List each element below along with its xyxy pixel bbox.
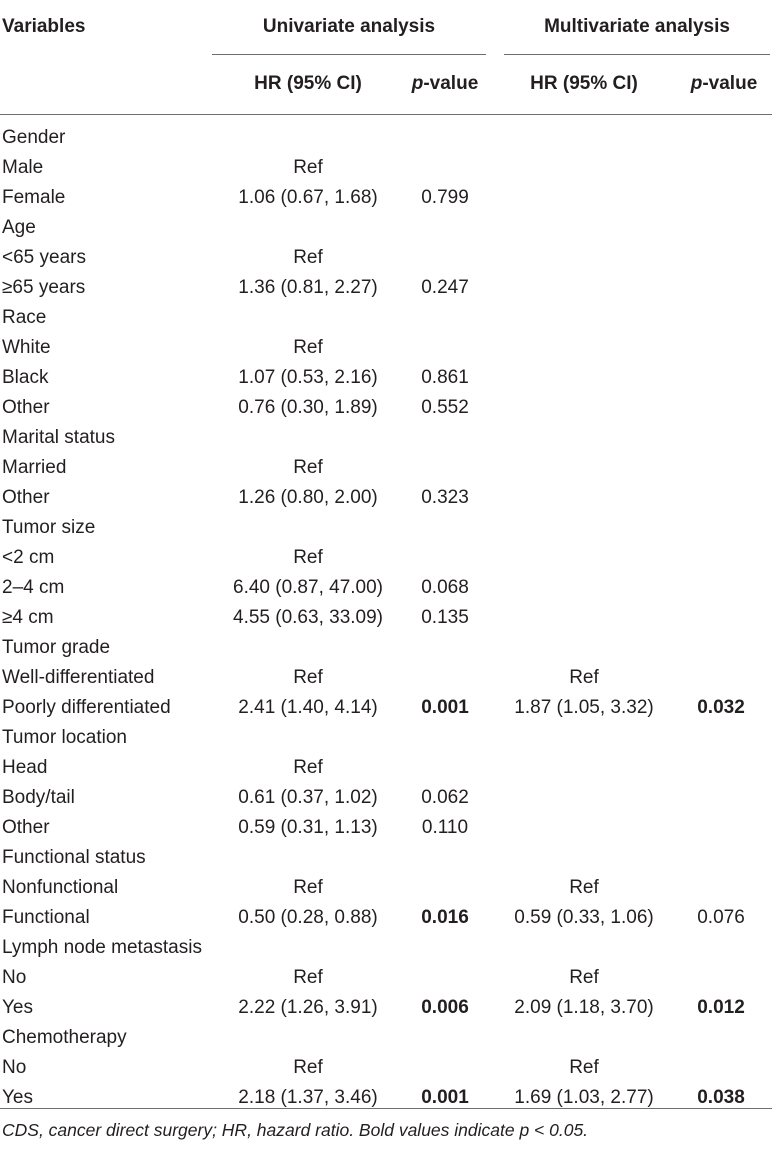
univariate-hr-cell: 1.36 (0.81, 2.27) bbox=[238, 277, 378, 298]
variable-cell: No bbox=[2, 967, 27, 988]
table-row bbox=[0, 993, 772, 1023]
univariate-p-cell: 0.247 bbox=[421, 277, 469, 298]
univariate-hr-cell: Ref bbox=[293, 757, 323, 778]
multivariate-hr-cell: 0.59 (0.33, 1.06) bbox=[514, 907, 654, 928]
header-bottom-rule bbox=[0, 114, 772, 115]
table-row bbox=[0, 363, 772, 393]
table-row bbox=[0, 303, 772, 333]
univariate-hr-cell: Ref bbox=[293, 667, 323, 688]
univariate-hr-cell: 2.41 (1.40, 4.14) bbox=[238, 697, 378, 718]
table-header-column-row bbox=[0, 56, 772, 114]
table-row bbox=[0, 423, 772, 453]
table-row bbox=[0, 153, 772, 183]
table-row bbox=[0, 933, 772, 963]
univariate-p-cell: 0.799 bbox=[421, 187, 469, 208]
variable-cell: Marital status bbox=[2, 427, 115, 448]
variable-cell: Yes bbox=[2, 997, 33, 1018]
variable-cell: Other bbox=[2, 487, 50, 508]
univariate-hr-header: HR (95% CI) bbox=[254, 73, 362, 94]
multivariate-hr-cell: 1.87 (1.05, 3.32) bbox=[514, 697, 654, 718]
table-row bbox=[0, 543, 772, 573]
table-row bbox=[0, 1023, 772, 1053]
variable-cell: Gender bbox=[2, 127, 66, 148]
univariate-hr-cell: 0.76 (0.30, 1.89) bbox=[238, 397, 378, 418]
table-row bbox=[0, 873, 772, 903]
table-row bbox=[0, 183, 772, 213]
variable-cell: Other bbox=[2, 817, 50, 838]
variable-cell: ≥65 years bbox=[2, 277, 86, 298]
univariate-hr-cell: 0.59 (0.31, 1.13) bbox=[238, 817, 378, 838]
univariate-hr-cell: 2.22 (1.26, 3.91) bbox=[238, 997, 378, 1018]
variable-cell: ≥4 cm bbox=[2, 607, 54, 628]
variable-cell: Tumor grade bbox=[2, 637, 111, 658]
univariate-header: Univariate analysis bbox=[262, 16, 436, 37]
univariate-p-cell: 0.552 bbox=[421, 397, 469, 418]
variable-cell: Functional status bbox=[2, 847, 146, 868]
variable-cell: Tumor size bbox=[2, 517, 96, 538]
table-row bbox=[0, 603, 772, 633]
variable-cell: Head bbox=[2, 757, 48, 778]
univariate-p-cell: 0.861 bbox=[421, 367, 469, 388]
variable-cell: Other bbox=[2, 397, 50, 418]
table-row bbox=[0, 723, 772, 753]
table-row bbox=[0, 1053, 772, 1083]
univariate-hr-cell: 2.18 (1.37, 3.46) bbox=[238, 1087, 378, 1108]
table-row bbox=[0, 813, 772, 843]
table-bottom-rule bbox=[0, 1108, 772, 1109]
variable-cell: Chemotherapy bbox=[2, 1027, 127, 1048]
p-italic: p bbox=[690, 73, 703, 94]
univariate-p-cell: 0.006 bbox=[421, 997, 469, 1018]
variable-cell: <65 years bbox=[2, 247, 86, 268]
univariate-p-cell: 0.068 bbox=[421, 577, 469, 598]
univariate-hr-cell: Ref bbox=[293, 967, 323, 988]
multivariate-p-cell: 0.076 bbox=[697, 907, 745, 928]
table-row bbox=[0, 393, 772, 423]
variables-header: Variables bbox=[2, 16, 86, 37]
univariate-hr-cell: 1.26 (0.80, 2.00) bbox=[238, 487, 378, 508]
univariate-hr-cell: Ref bbox=[293, 247, 323, 268]
univariate-p-cell: 0.062 bbox=[421, 787, 469, 808]
p-italic: p bbox=[411, 73, 424, 94]
table-row bbox=[0, 753, 772, 783]
multivariate-header: Multivariate analysis bbox=[544, 16, 730, 37]
p-suffix: -value bbox=[423, 73, 479, 94]
table-row bbox=[0, 483, 772, 513]
multivariate-hr-header: HR (95% CI) bbox=[530, 73, 638, 94]
table-row bbox=[0, 633, 772, 663]
variable-cell: Lymph node metastasis bbox=[2, 937, 202, 958]
univariate-p-cell: 0.323 bbox=[421, 487, 469, 508]
table-row bbox=[0, 273, 772, 303]
univariate-p-cell: 0.016 bbox=[421, 907, 469, 928]
multivariate-hr-cell: Ref bbox=[569, 877, 599, 898]
variable-cell: Body/tail bbox=[2, 787, 75, 808]
variable-cell: Nonfunctional bbox=[2, 877, 119, 898]
variable-cell: <2 cm bbox=[2, 547, 55, 568]
table-row bbox=[0, 243, 772, 273]
table-row bbox=[0, 663, 772, 693]
variable-cell: Functional bbox=[2, 907, 90, 928]
table-footnote: CDS, cancer direct surgery; HR, hazard ratio. Bold values indicate p < 0.05. bbox=[2, 1120, 589, 1140]
univariate-hr-cell: 6.40 (0.87, 47.00) bbox=[233, 577, 383, 598]
table-body bbox=[0, 123, 772, 1113]
table-row bbox=[0, 903, 772, 933]
table-row bbox=[0, 843, 772, 873]
table-row bbox=[0, 783, 772, 813]
variable-cell: Well-differentiated bbox=[2, 667, 155, 688]
univariate-hr-cell: Ref bbox=[293, 877, 323, 898]
variable-cell: Married bbox=[2, 457, 67, 478]
variable-cell: Poorly differentiated bbox=[2, 697, 171, 718]
univariate-hr-cell: Ref bbox=[293, 1057, 323, 1078]
univariate-p-header bbox=[404, 73, 486, 95]
univariate-hr-cell: Ref bbox=[293, 547, 323, 568]
table-row bbox=[0, 513, 772, 543]
variable-cell: White bbox=[2, 337, 51, 358]
variable-cell: No bbox=[2, 1057, 27, 1078]
table-row bbox=[0, 963, 772, 993]
variable-cell: Tumor location bbox=[2, 727, 127, 748]
multivariate-hr-cell: Ref bbox=[569, 667, 599, 688]
table-header-group-row bbox=[0, 0, 772, 56]
univariate-p-cell: 0.001 bbox=[421, 1087, 469, 1108]
univariate-hr-cell: 0.61 (0.37, 1.02) bbox=[238, 787, 378, 808]
variable-cell: Yes bbox=[2, 1087, 33, 1108]
univariate-hr-cell: Ref bbox=[293, 157, 323, 178]
variable-cell: Age bbox=[2, 217, 36, 238]
table-row bbox=[0, 453, 772, 483]
univariate-hr-cell: 1.06 (0.67, 1.68) bbox=[238, 187, 378, 208]
multivariate-hr-cell: 2.09 (1.18, 3.70) bbox=[514, 997, 654, 1018]
variable-cell: Black bbox=[2, 367, 49, 388]
multivariate-p-cell: 0.032 bbox=[697, 697, 745, 718]
multivariate-hr-cell: 1.69 (1.03, 2.77) bbox=[514, 1087, 654, 1108]
multivariate-hr-cell: Ref bbox=[569, 1057, 599, 1078]
univariate-hr-cell: Ref bbox=[293, 457, 323, 478]
multivariate-hr-cell: Ref bbox=[569, 967, 599, 988]
table-row bbox=[0, 693, 772, 723]
variable-cell: 2–4 cm bbox=[2, 577, 65, 598]
table-row bbox=[0, 123, 772, 153]
table-row bbox=[0, 573, 772, 603]
univariate-hr-cell: 1.07 (0.53, 2.16) bbox=[238, 367, 378, 388]
multivariate-p-cell: 0.038 bbox=[697, 1087, 745, 1108]
variable-cell: Race bbox=[2, 307, 47, 328]
univariate-hr-cell: Ref bbox=[293, 337, 323, 358]
univariate-p-cell: 0.135 bbox=[421, 607, 469, 628]
variable-cell: Female bbox=[2, 187, 66, 208]
multivariate-p-cell: 0.012 bbox=[697, 997, 745, 1018]
multivariate-p-header bbox=[676, 73, 772, 95]
univariate-p-cell: 0.110 bbox=[421, 817, 469, 838]
multivariate-underline bbox=[504, 54, 770, 55]
table-row bbox=[0, 213, 772, 243]
univariate-underline bbox=[212, 54, 486, 55]
variable-cell: Male bbox=[2, 157, 44, 178]
table-row bbox=[0, 333, 772, 363]
univariate-hr-cell: 0.50 (0.28, 0.88) bbox=[238, 907, 378, 928]
p-suffix: -value bbox=[702, 73, 758, 94]
univariate-hr-cell: 4.55 (0.63, 33.09) bbox=[233, 607, 383, 628]
univariate-p-cell: 0.001 bbox=[421, 697, 469, 718]
